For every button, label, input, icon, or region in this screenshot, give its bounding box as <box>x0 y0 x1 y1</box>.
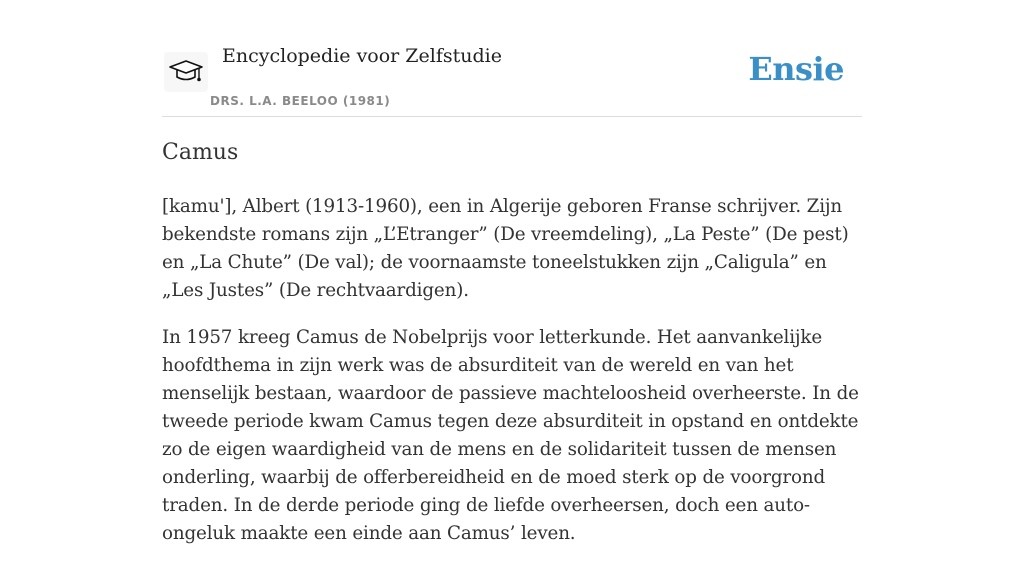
book-title-link[interactable]: Encyclopedie voor Zelfstudie <box>222 45 502 67</box>
article-body <box>162 193 864 567</box>
page <box>162 0 862 544</box>
header <box>162 0 862 117</box>
author-line: DRS. L.A. BEELOO (1981) <box>210 94 391 108</box>
article-title: Camus <box>162 140 239 165</box>
article-paragraph: In 1957 kreeg Camus de Nobelprijs voor letterkunde. Het aanvankelijke hoofdthema in zijn werk was de absurditeit van de wereld en van het menselijk bestaan, waardoor de passieve machteloosheid overheerste. In de tweede periode kwam Camus tegen deze absurditeit in opstand en ontdekte zo de eigen waardigheid van de mens en de solidariteit tussen de mensen onderling, waarbij de offerbereidheid en de moed sterk op de voorgrond traden. In de derde periode ging de liefde overheersen, doch een auto-ongeluk maakte een einde aan Camus’ leven. <box>162 327 859 544</box>
article-paragraph: [kamu'], Albert (1913-1960), een in Algerije geboren Franse schrijver. Zijn bekendste romans zijn „L’Etranger” (De vreemdeling), „La Peste” (De pest) en „La Chute” (De val); de voornaamste toneelstukken zijn „Caligula” en „Les Justes” (De rechtvaardigen). <box>162 196 849 301</box>
brand-logo-link[interactable]: Ensie <box>748 50 844 88</box>
book-logo[interactable] <box>164 52 208 92</box>
graduation-cap-icon <box>168 58 204 86</box>
